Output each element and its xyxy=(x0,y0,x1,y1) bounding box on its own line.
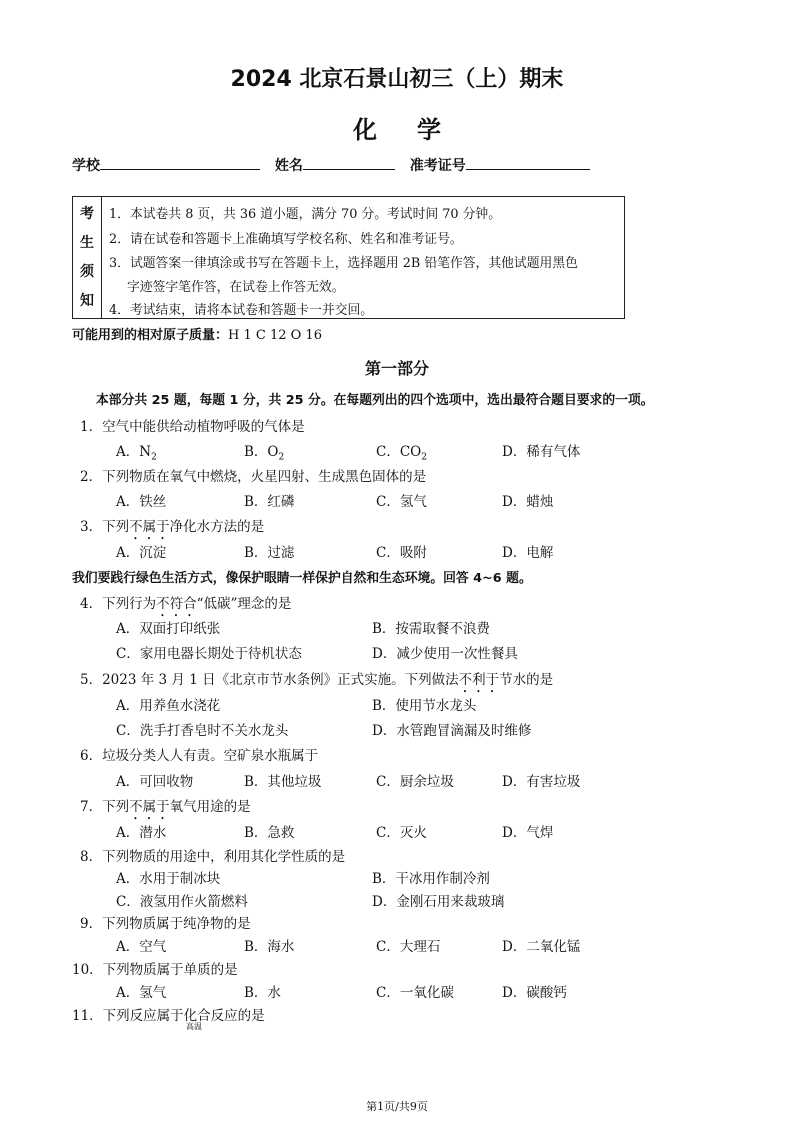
notice-label-char: 生 xyxy=(80,235,94,251)
reaction-condition: 高温 xyxy=(186,1022,202,1031)
school-label: 学校 xyxy=(72,158,100,174)
part-instructions: 本部分共 25 题，每题 1 分，共 25 分。在每题列出的四个选项中，选出最符合题目要求的一项。 xyxy=(96,393,654,408)
part-title: 第一部分 xyxy=(364,359,429,378)
question-stem: 9．下列物质属于纯净物的是 xyxy=(80,916,251,932)
option-a: A．沉淀 xyxy=(116,545,167,561)
notice-label xyxy=(73,197,102,318)
notice-label-char: 须 xyxy=(80,264,94,280)
option-b: B．水 xyxy=(244,985,281,1001)
question-stem: 11．下列反应属于化合反应的是 xyxy=(72,1008,265,1024)
notice-item: 1．本试卷共 8 页，共 36 道小题，满分 70 分。考试时间 70 分钟。 xyxy=(109,207,502,222)
question-stem: 1．空气中能供给动植物呼吸的气体是 xyxy=(80,419,305,435)
option-a: A．用养鱼水浇花 xyxy=(116,698,221,714)
option-b: B．干冰用作制冷剂 xyxy=(372,871,490,887)
option-d: D．气焊 xyxy=(502,825,554,841)
option-c: C．液氢用作火箭燃料 xyxy=(116,894,248,910)
question-stem: 2．下列物质在氧气中燃烧，火星四射、生成黑色固体的是 xyxy=(80,469,427,485)
notice-item: 字迹签字笔作答，在试卷上作答无效。 xyxy=(127,280,345,295)
option-a: A．$N_2$ xyxy=(116,444,157,463)
option-c: C．一氧化碳 xyxy=(376,985,454,1001)
option-a: A．铁丝 xyxy=(116,494,167,510)
name-label: 姓名 xyxy=(274,158,303,174)
option-b: B．使用节水龙头 xyxy=(372,698,477,714)
question-stem: 6．垃圾分类人人有责。空矿泉水瓶属于 xyxy=(80,748,319,764)
atomic-mass-line xyxy=(72,324,322,343)
subject-title: 化学 xyxy=(353,115,481,144)
option-b: B．红磷 xyxy=(244,494,295,510)
option-b: B．海水 xyxy=(244,939,295,955)
student-info-line xyxy=(72,155,600,175)
notice-label-char: 考 xyxy=(80,206,94,222)
question-stem: 7．下列不属于氧气用途的是 xyxy=(80,799,251,815)
option-b: B．急救 xyxy=(244,825,295,841)
exam-id-field[interactable] xyxy=(466,155,590,170)
option-b: B．过滤 xyxy=(244,545,295,561)
option-a: A．氢气 xyxy=(116,985,167,1001)
notice-item: 3．试题答案一律填涂或书写在答题卡上，选择题用 2B 铅笔作答，其他试题用黑色 xyxy=(109,256,578,271)
option-d: D．二氧化锰 xyxy=(502,939,581,955)
question-stem: 3．下列不属于净化水方法的是 xyxy=(80,519,265,535)
option-a: A．空气 xyxy=(116,939,167,955)
page-footer: 第1页/共9页 xyxy=(366,1100,428,1113)
option-c: C．吸附 xyxy=(376,545,427,561)
option-d: D．有害垃圾 xyxy=(502,774,581,790)
notice-item: 4．考试结束，请将本试卷和答题卡一并交回。 xyxy=(109,303,374,318)
atomic-mass-label: 可能用到的相对原子质量： xyxy=(72,328,229,343)
option-d: D．金刚石用来裁玻璃 xyxy=(372,894,505,910)
option-c: C．$CO_2$ xyxy=(376,444,427,463)
option-b: B．按需取餐不浪费 xyxy=(372,621,490,637)
option-a: A．水用于制冰块 xyxy=(116,871,221,887)
exam-id-label: 准考证号 xyxy=(409,158,466,174)
option-c: C．灭火 xyxy=(376,825,427,841)
option-c: C．家用电器长期处于待机状态 xyxy=(116,646,302,662)
exam-notice-box xyxy=(72,196,625,319)
option-d: D．电解 xyxy=(502,545,554,561)
option-a: A．可回收物 xyxy=(116,774,194,790)
option-c: C．氢气 xyxy=(376,494,427,510)
school-field[interactable] xyxy=(100,155,260,170)
option-b: B．$O_2$ xyxy=(244,444,285,463)
notice-label-char: 知 xyxy=(80,293,94,309)
option-d: D．水管跑冒滴漏及时维修 xyxy=(372,723,532,739)
option-d: D．碳酸钙 xyxy=(502,985,567,1001)
question-stem: 8．下列物质的用途中，利用其化学性质的是 xyxy=(80,849,346,865)
option-d: D．减少使用一次性餐具 xyxy=(372,646,518,662)
question-stem: 10．下列物质属于单质的是 xyxy=(72,962,238,978)
option-c: C．洗手打香皂时不关水龙头 xyxy=(116,723,289,739)
option-b: B．其他垃圾 xyxy=(244,774,322,790)
option-a: A．潜水 xyxy=(116,825,167,841)
notice-item: 2．请在试卷和答题卡上准确填写学校名称、姓名和准考证号。 xyxy=(109,232,463,247)
option-c: C．大理石 xyxy=(376,939,441,955)
option-c: C．厨余垃圾 xyxy=(376,774,454,790)
option-d: D．稀有气体 xyxy=(502,444,581,460)
atomic-mass-values: H 1 C 12 O 16 xyxy=(228,328,322,343)
option-a: A．双面打印纸张 xyxy=(116,621,221,637)
question-stem: 5．2023 年 3 月 1 日《北京市节水条例》正式实施。下列做法不利于节水的是 xyxy=(80,672,554,688)
question-stem: 4．下列行为不符合“低碳”理念的是 xyxy=(80,596,292,612)
name-field[interactable] xyxy=(303,155,395,170)
option-d: D．蜡烛 xyxy=(502,494,554,510)
group-intro: 我们要践行绿色生活方式，像保护眼睛一样保护自然和生态环境。回答 4~6 题。 xyxy=(72,571,532,586)
exam-title: 2024 北京石景山初三（上）期末 xyxy=(230,67,564,92)
